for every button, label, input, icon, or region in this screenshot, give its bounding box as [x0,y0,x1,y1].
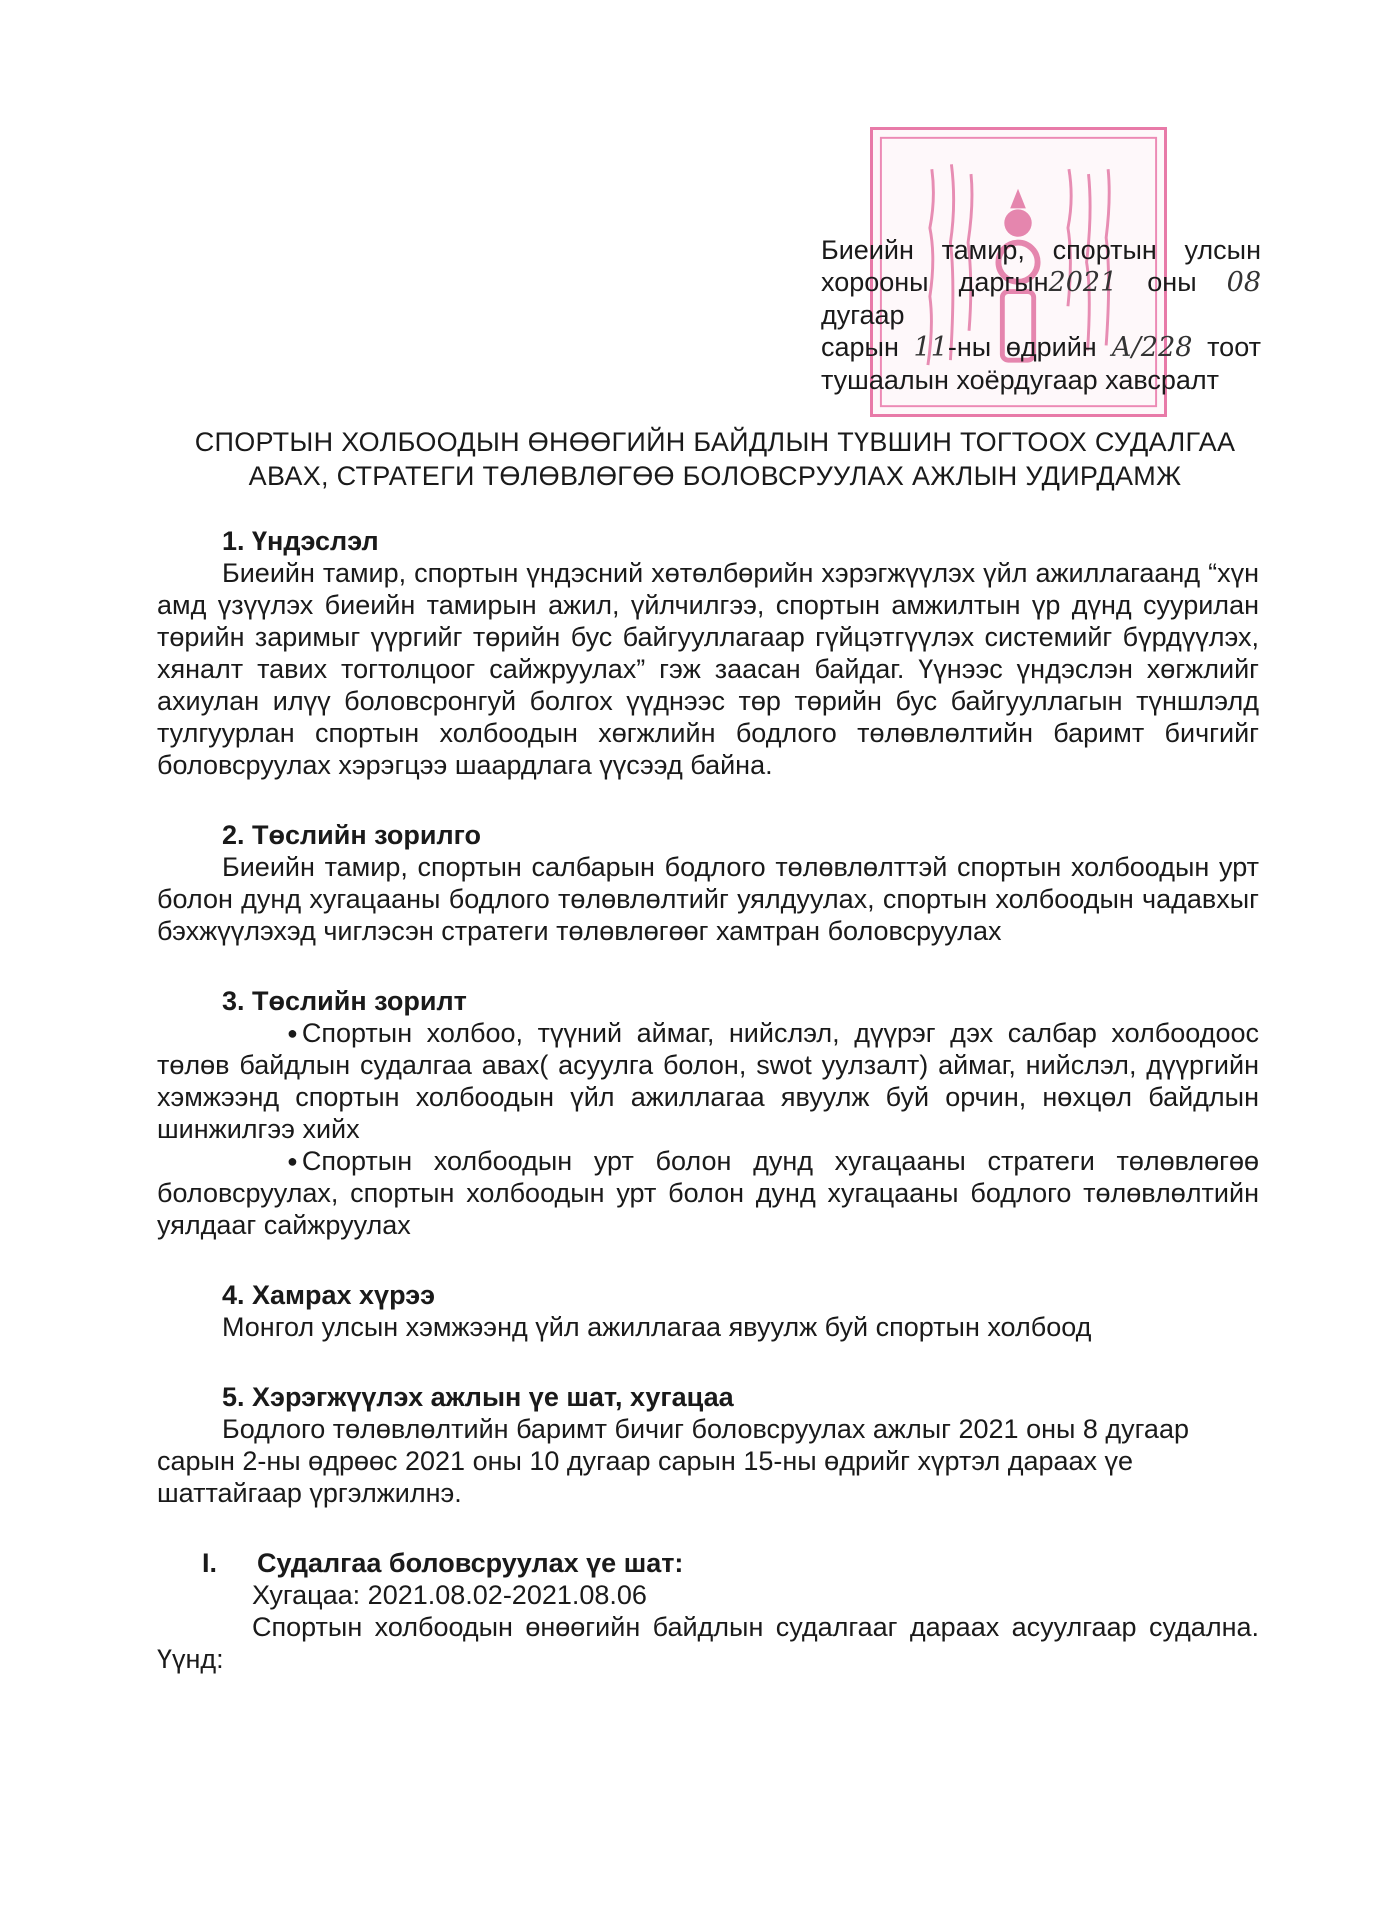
section-1-heading: 1. Үндэслэл [222,526,379,556]
section-2-heading: 2. Төслийн зорилго [222,820,482,850]
section-4-heading: 4. Хамрах хүрээ [222,1280,436,1310]
stage-1-heading [157,1547,1259,1579]
stage-1-number: I. [202,1548,218,1578]
section-3-bullet-2: ● Спортын холбоодын урт болон дунд хугацааны стратеги төлөвлөгөө боловсруулах, спортын холбоодын урт болон дунд хугацааны бодлого төлөвлөлтийн уялдааг сайжруулах [157,1146,1259,1240]
title-line-2: АВАХ, СТРАТЕГИ ТӨЛӨВЛӨГӨӨ БОЛОВСРУУЛАХ АЖЛЫН УДИРДАМЖ [248,461,1182,491]
title-line-1: СПОРТЫН ХОЛБООДЫН ӨНӨӨГИЙН БАЙДЛЫН ТҮВШИН ТОГТООХ СУДАЛГАА [194,427,1236,457]
stage-1-text: Спортын холбоодын өнөөгийн байдлын судалгааг дараах асуулгаар судална. Үүнд: [157,1612,1259,1674]
section-1-text: Биеийн тамир, спортын үндэсний хөтөлбөрийн хэрэгжүүлэх үйл ажиллагаанд “хүн амд үзүүлэх биеийн тамирын ажил, үйлчилгээ, спортын амжилтын үр дүнд суурилан төрийн заримыг үүргийг төрийн бус байгууллагаар гүйцэтгүүлэх системийг бүрдүүлэх, хяналт тавих тогтолцоог сайжруулах” гэж заасан байдаг. Үүнээс үндэслэн хөгжлийг ахиулан илүү боловсронгуй болгох үүднээс төр төрийн бус байгууллагын түншлэлд тулгуурлан спортын холбоодын хөгжлийн бодлого төлөвлөлтийн баримт бичгийг боловсруулах хэрэгцээ шаардлага үүсээд байна. [157,558,1259,780]
stage-1-title: Судалгаа боловсруулах үе шат: [257,1548,684,1578]
document-title [160,425,1270,493]
approval-line-1: Биеийн тамир, спортын улсын [821,235,1261,265]
section-3-heading: 3. Төслийн зорилт [222,986,467,1016]
handwritten-day: 11 [913,332,948,363]
approval-line-3: сарын 11-ны өдрийн А/228 тоот [821,332,1261,363]
approval-line-4: тушаалын хоёрдугаар хавсралт [821,365,1220,395]
approval-line-2: хорооны даргын2021 оны 08 дугаар [821,267,1261,330]
bullet-icon: ● [287,1151,298,1171]
document-body [157,525,1259,1675]
section-4-text: Монгол улсын хэмжээнд үйл ажиллагаа явуулж буй спортын холбоод [222,1312,1092,1342]
bullet-icon: ● [287,1023,298,1043]
section-3-bullet-1: ● Спортын холбоо, түүний аймаг, нийслэл, дүүрэг дэх салбар холбоодоос төлөв байдлын судалгаа авах( асуулга болон, swot уулзалт) аймаг, нийслэл, дүүргийн хэмжээнд спортын холбоодын үйл ажиллагаа явуулж буй орчин, нөхцөл байдлын шинжилгээ хийх [157,1018,1259,1144]
section-5-heading: 5. Хэрэгжүүлэх ажлын үе шат, хугацаа [222,1382,734,1412]
handwritten-year: 2021 [1048,267,1118,298]
section-2-text: Биеийн тамир, спортын салбарын бодлого төлөвлөлттэй спортын холбоодын урт болон дунд хугацааны бодлого төлөвлөлтийг уялдуулах, спортын холбоодын чадавхыг бэхжүүлэхэд чиглэсэн стратеги төлөвлөгөөг хамтран боловсруулах [157,852,1259,946]
handwritten-month: 08 [1226,267,1261,298]
handwritten-order-number: А/228 [1111,332,1193,363]
section-5-text: Бодлого төлөвлөлтийн баримт бичиг боловсруулах ажлыг 2021 оны 8 дугаар сарын 2-ны өдрөөс 2021 оны 10 дугаар сарын 15-ны өдрийг хүртэл дараах үе шаттайгаар үргэлжилнэ. [157,1414,1189,1508]
approval-note [821,234,1261,396]
stage-1-duration: Хугацаа: 2021.08.02-2021.08.06 [252,1580,647,1610]
